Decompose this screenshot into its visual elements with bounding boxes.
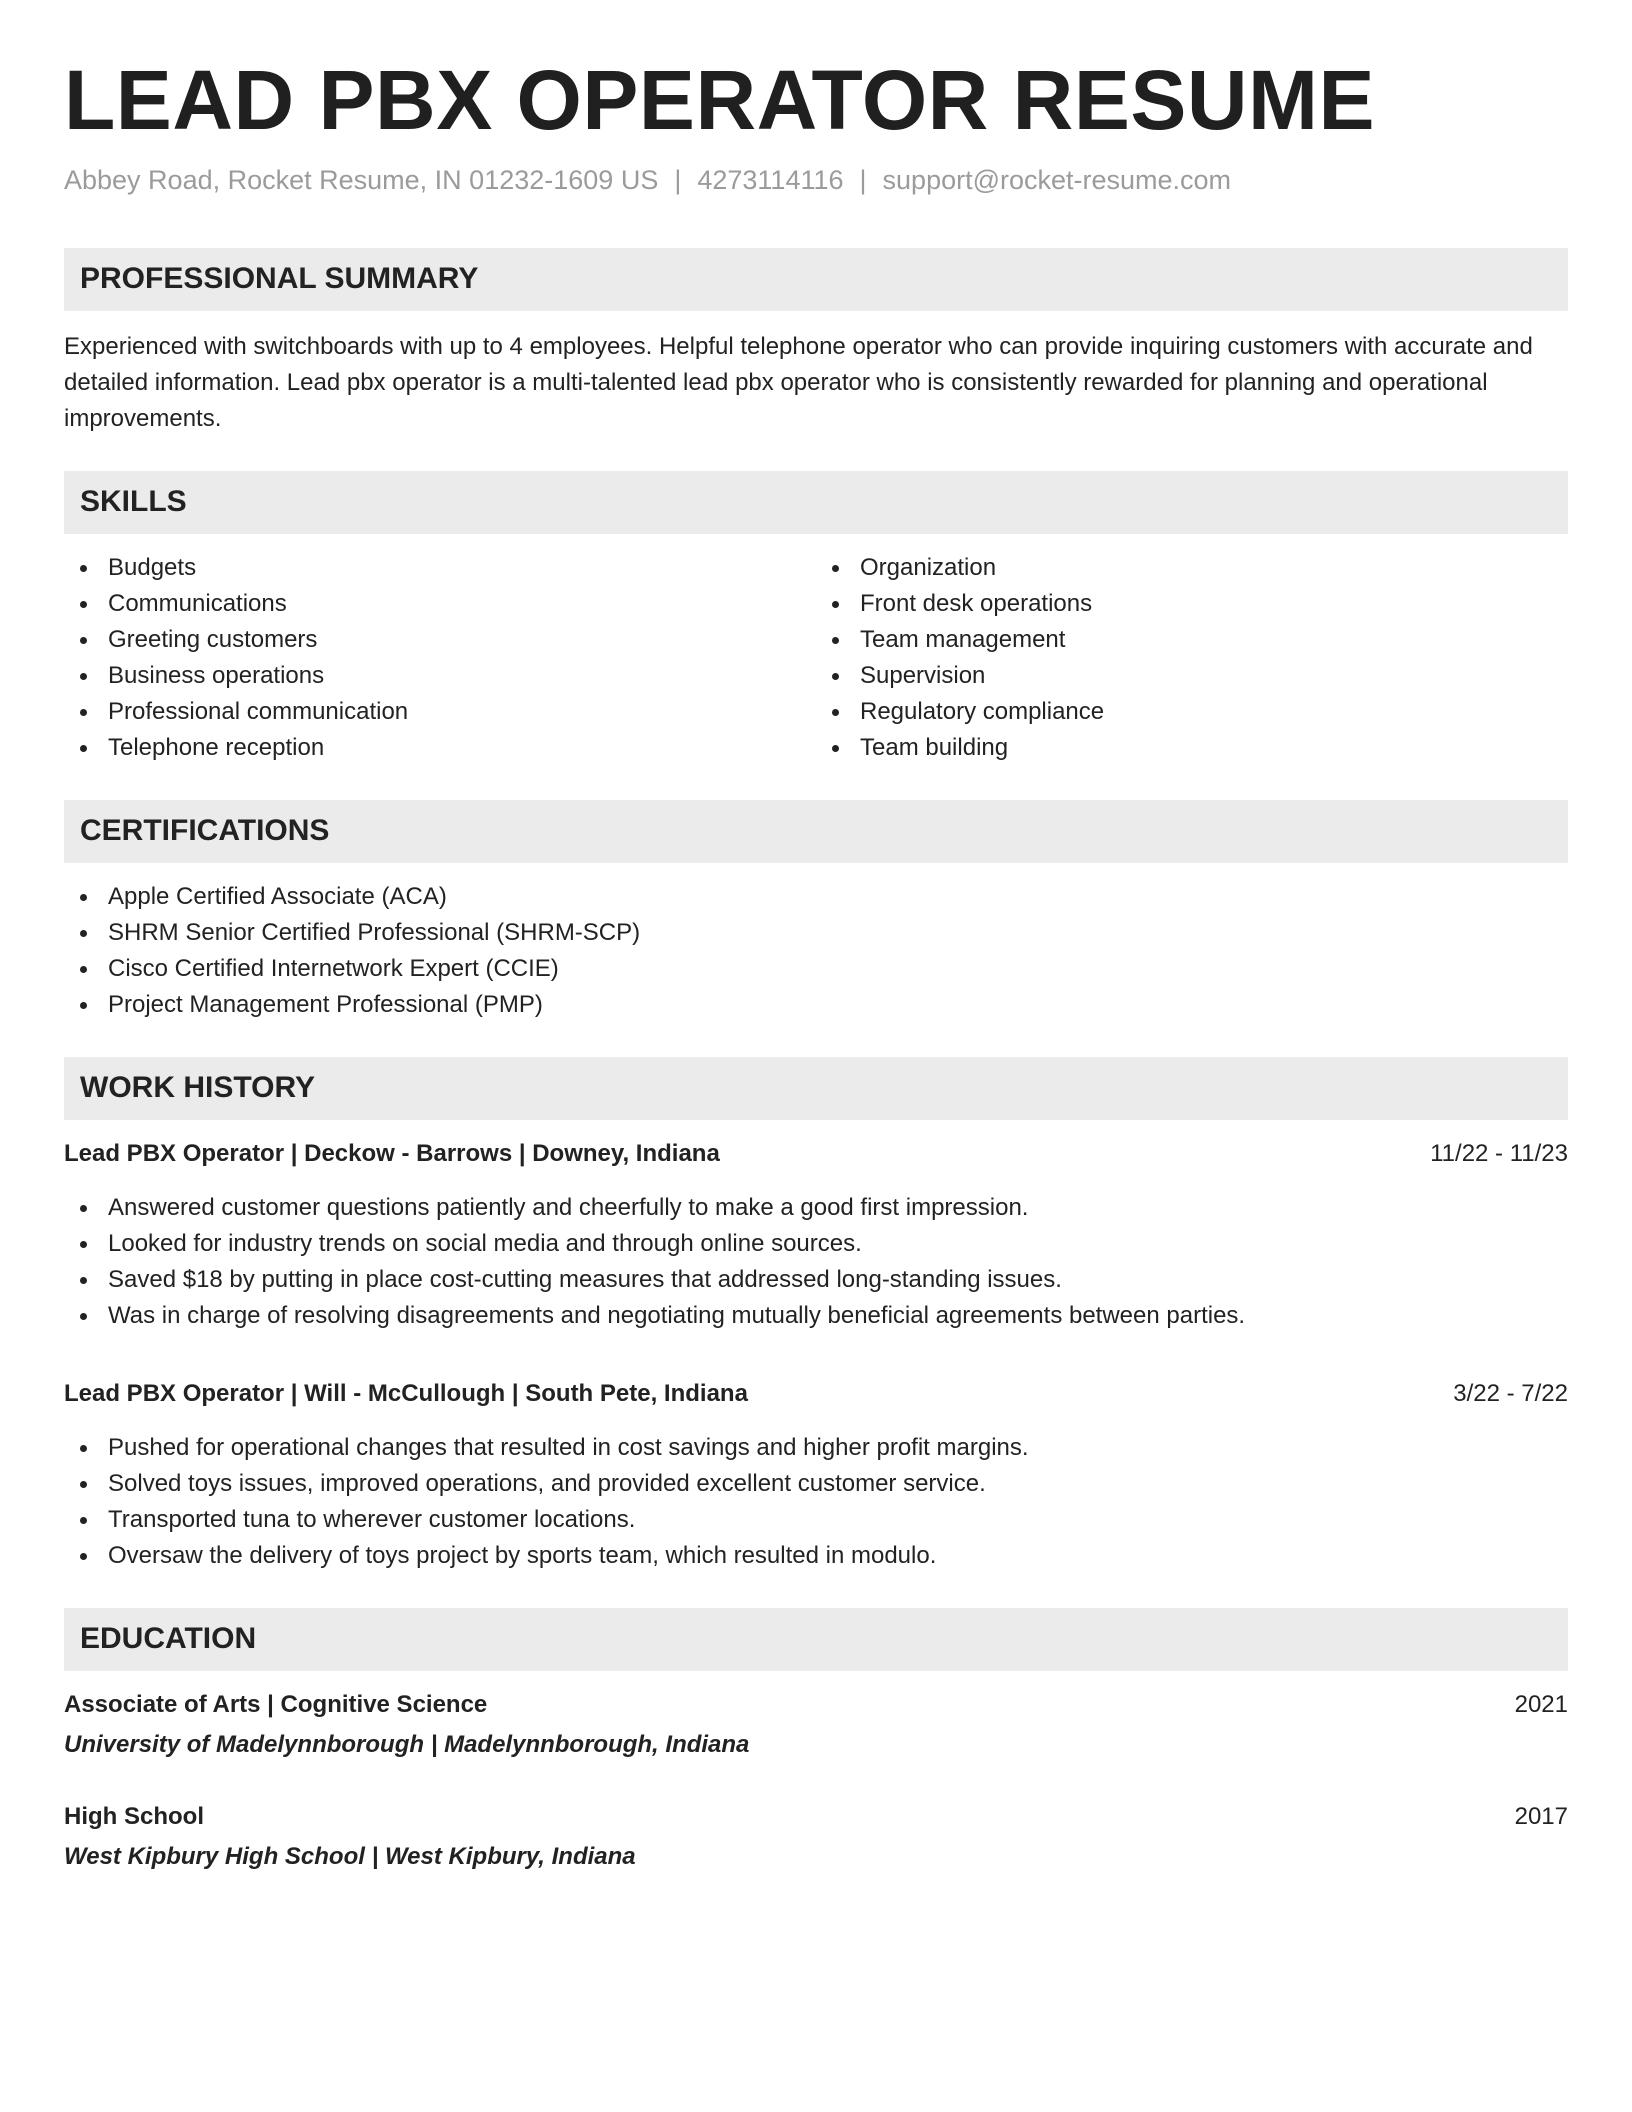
- section-heading: CERTIFICATIONS: [64, 800, 1568, 863]
- education-header: [64, 1687, 1568, 1723]
- certification-item: SHRM Senior Certified Professional (SHRM-SCP): [64, 915, 1568, 951]
- job-bullet: Answered customer questions patiently and cheerfully to make a good first impression.: [64, 1190, 1568, 1226]
- skill-item: Team management: [816, 622, 1568, 658]
- skill-item: Telephone reception: [64, 730, 816, 766]
- skill-item: Front desk operations: [816, 586, 1568, 622]
- skill-item: Business operations: [64, 658, 816, 694]
- education-header: [64, 1799, 1568, 1835]
- skills-list-right: [816, 550, 1568, 766]
- skill-item: Greeting customers: [64, 622, 816, 658]
- job-bullet: Transported tuna to wherever customer locations.: [64, 1502, 1568, 1538]
- contact-address: Abbey Road, Rocket Resume, IN 01232-1609 US: [64, 164, 659, 195]
- contact-line: [64, 165, 1568, 196]
- education-section: [64, 1608, 1568, 1875]
- skill-item: Communications: [64, 586, 816, 622]
- job-bullet: Looked for industry trends on social media and through online sources.: [64, 1226, 1568, 1262]
- section-heading: PROFESSIONAL SUMMARY: [64, 248, 1568, 311]
- contact-phone: 4273114116: [697, 164, 844, 195]
- education-school: University of Madelynnborough | Madelynnborough, Indiana: [64, 1730, 750, 1758]
- education-degree: Associate of Arts | Cognitive Science: [64, 1690, 488, 1718]
- job-dates: 11/22 - 11/23: [1430, 1139, 1568, 1167]
- section-heading: SKILLS: [64, 471, 1568, 534]
- job-title: Lead PBX Operator | Will - McCullough | South Pete, Indiana: [64, 1379, 748, 1407]
- job-bullets: [64, 1430, 1568, 1574]
- education-entry: [64, 1799, 1568, 1875]
- job-dates: 3/22 - 7/22: [1453, 1379, 1568, 1407]
- job-bullet: Oversaw the delivery of toys project by sports team, which resulted in modulo.: [64, 1538, 1568, 1574]
- certification-item: Apple Certified Associate (ACA): [64, 879, 1568, 915]
- skills-list-left: [64, 550, 816, 766]
- job-bullets: [64, 1190, 1568, 1334]
- skill-item: Supervision: [816, 658, 1568, 694]
- skill-item: Team building: [816, 730, 1568, 766]
- education-year: 2017: [1514, 1802, 1568, 1830]
- education-year: 2021: [1514, 1690, 1568, 1718]
- skill-item: Organization: [816, 550, 1568, 586]
- contact-email: support@rocket-resume.com: [882, 164, 1232, 195]
- job-bullet: Was in charge of resolving disagreements and negotiating mutually beneficial agreements between parties.: [64, 1298, 1568, 1334]
- education-school: West Kipbury High School | West Kipbury, Indiana: [64, 1842, 636, 1870]
- contact-separator: |: [674, 164, 682, 195]
- professional-summary-section: [64, 248, 1568, 437]
- job-header: [64, 1136, 1568, 1172]
- job-entry: [64, 1136, 1568, 1334]
- job-header: [64, 1376, 1568, 1412]
- skill-item: Regulatory compliance: [816, 694, 1568, 730]
- job-title: Lead PBX Operator | Deckow - Barrows | Downey, Indiana: [64, 1139, 720, 1167]
- education-degree: High School: [64, 1802, 204, 1830]
- skill-item: Budgets: [64, 550, 816, 586]
- certifications-list: [64, 879, 1568, 1023]
- section-heading: WORK HISTORY: [64, 1057, 1568, 1120]
- section-heading: EDUCATION: [64, 1608, 1568, 1671]
- education-entry: [64, 1687, 1568, 1763]
- contact-separator: |: [859, 164, 867, 195]
- resume-title: LEAD PBX OPERATOR RESUME: [64, 53, 1376, 147]
- certifications-section: [64, 800, 1568, 1023]
- job-entry: [64, 1376, 1568, 1574]
- certification-item: Cisco Certified Internetwork Expert (CCIE): [64, 951, 1568, 987]
- job-bullet: Saved $18 by putting in place cost-cutting measures that addressed long-standing issues.: [64, 1262, 1568, 1298]
- certification-item: Project Management Professional (PMP): [64, 987, 1568, 1023]
- skills-section: [64, 471, 1568, 766]
- summary-text: Experienced with switchboards with up to 4 employees. Helpful telephone operator who can provide inquiring customers with accurate and detailed information. Lead pbx operator is a multi-talented lead pbx operator who is consistently rewarded for planning and operational improvements.: [64, 332, 1533, 432]
- skill-item: Professional communication: [64, 694, 816, 730]
- job-bullet: Pushed for operational changes that resulted in cost savings and higher profit margins.: [64, 1430, 1568, 1466]
- work-history-section: [64, 1057, 1568, 1574]
- skills-grid: [64, 550, 1568, 766]
- job-bullet: Solved toys issues, improved operations, and provided excellent customer service.: [64, 1466, 1568, 1502]
